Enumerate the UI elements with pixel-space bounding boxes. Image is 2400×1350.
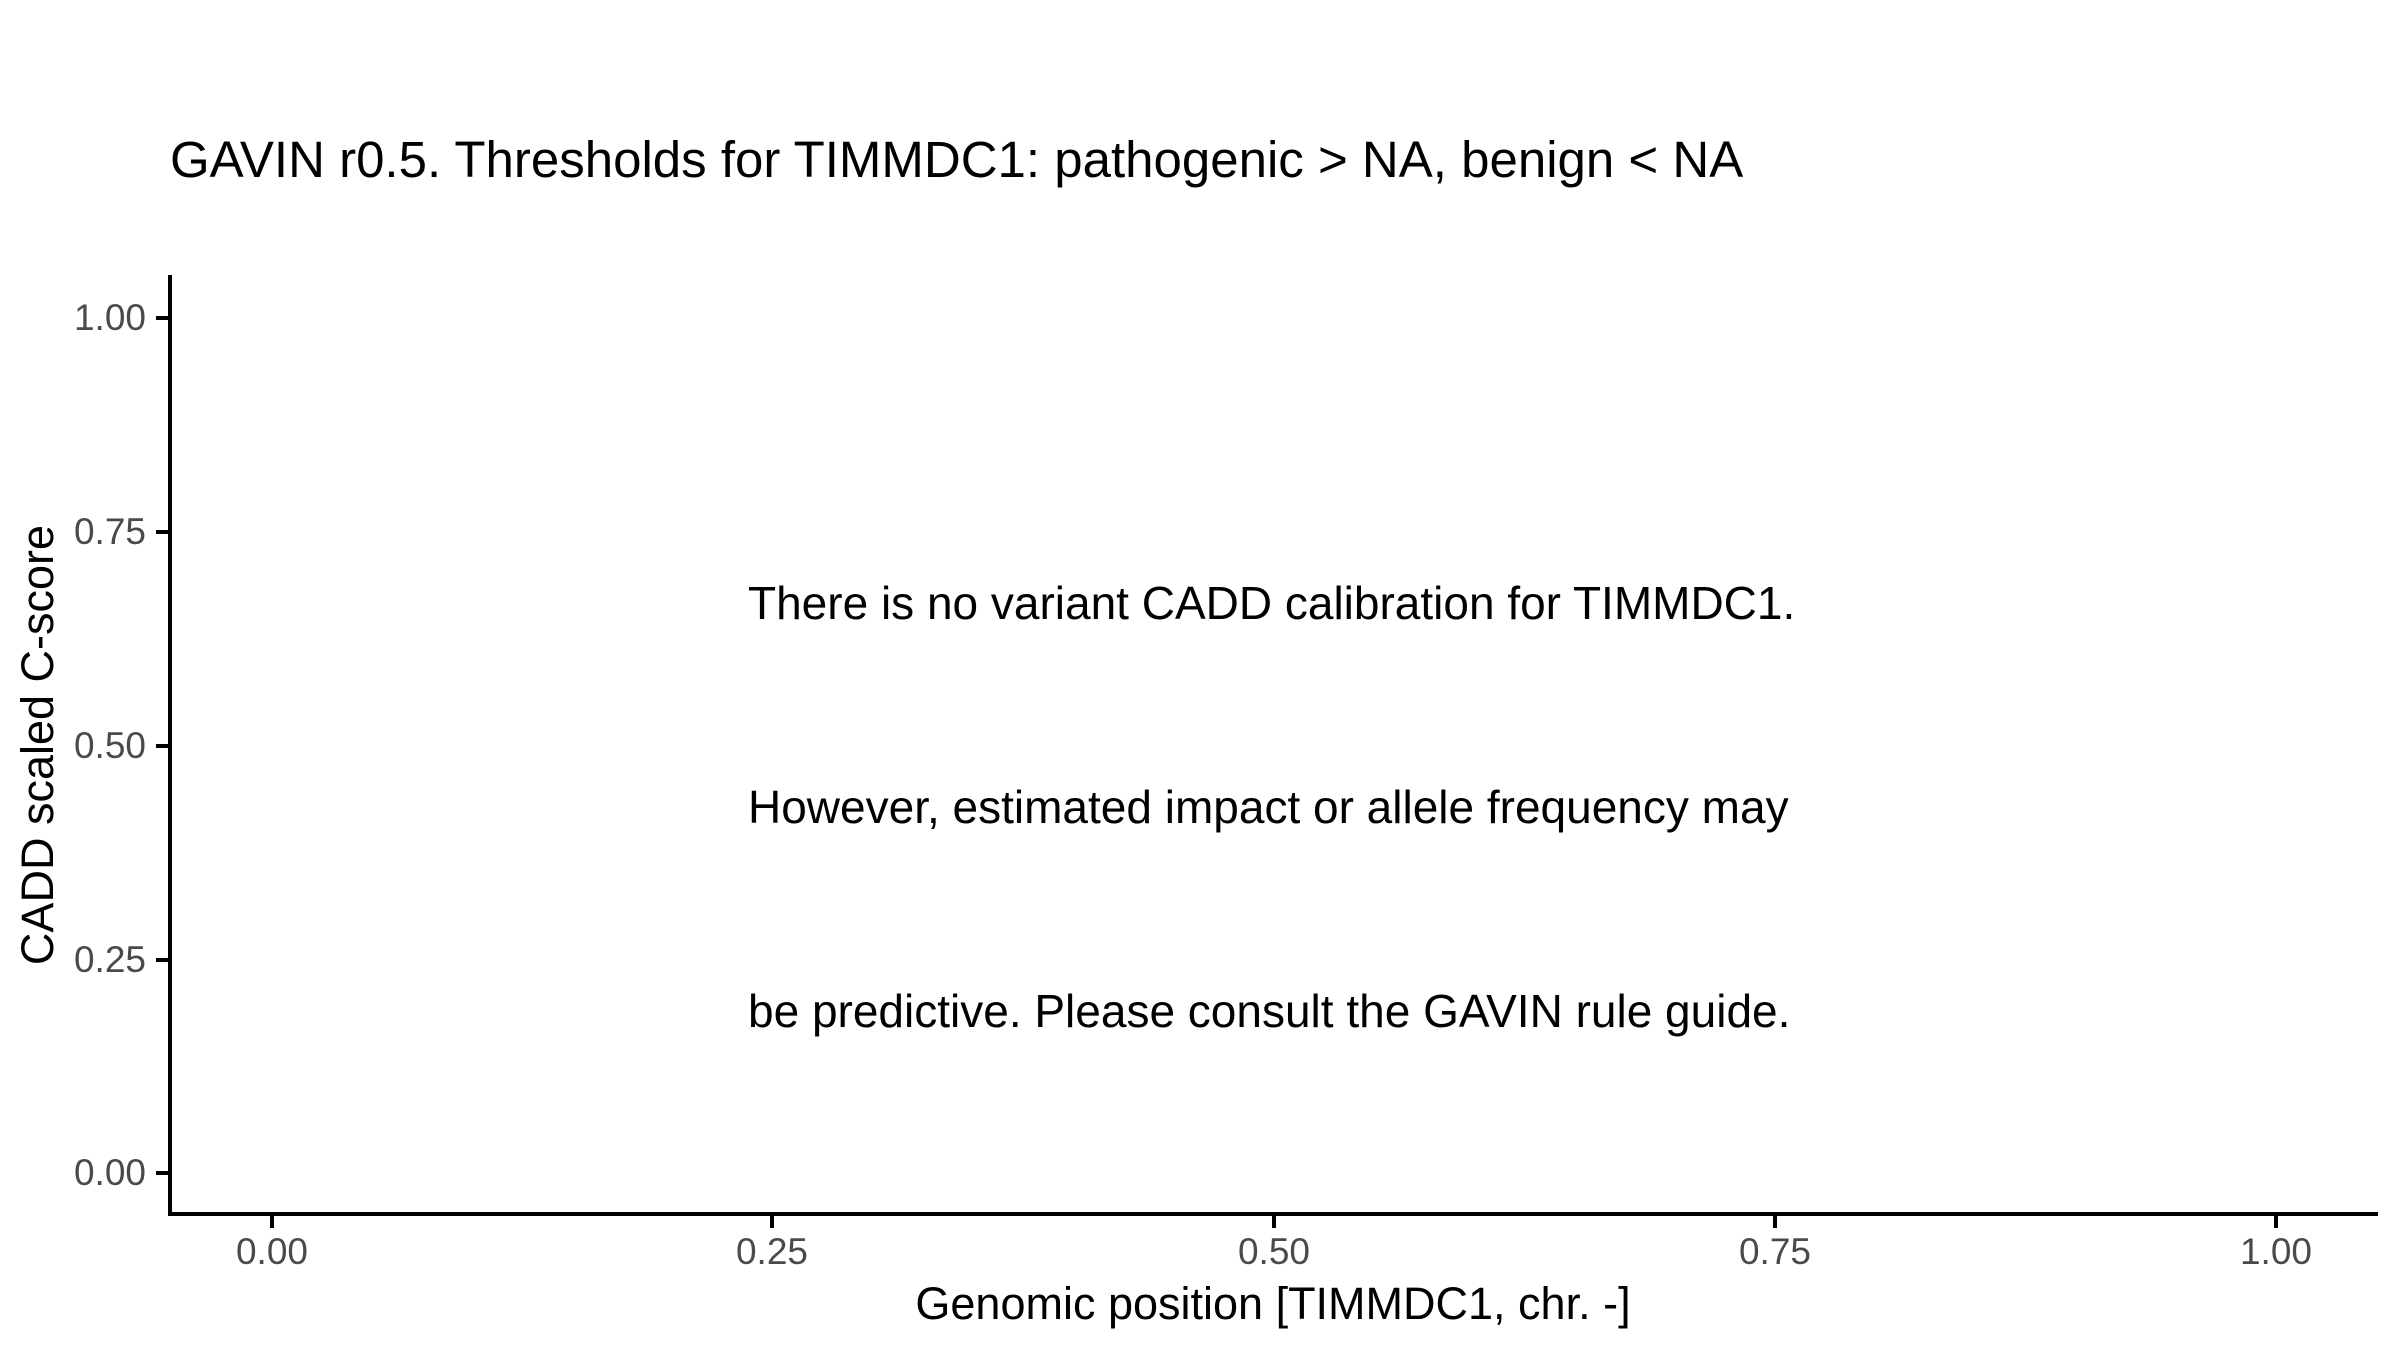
x-tick-label-0.75: 0.75 [1738,1231,1811,1272]
y-tick-label-1.00: 1.00 [73,297,146,338]
x-tick-label-0.50: 0.50 [1237,1231,1310,1272]
x-tick-mark-0.75 [1773,1216,1777,1228]
x-tick-mark-0.25 [770,1216,774,1228]
y-axis-title: CADD scaled C-score [12,524,63,966]
y-tick-mark-1.00 [156,316,168,320]
y-tick-label-0.50: 0.50 [73,725,146,766]
plot-title-line-1: GAVIN r0.5. Thresholds for TIMMDC1: pathogenic > NA, benign < NA [170,131,1744,188]
x-tick-label-1.00: 1.00 [2239,1231,2312,1272]
annotation-line-1: There is no variant CADD calibration for TIMMDC1. [748,577,1796,629]
y-tick-label-0.75: 0.75 [73,511,146,552]
y-tick-mark-0.75 [156,530,168,534]
y-tick-mark-0.50 [156,744,168,748]
x-tick-label-0.00: 0.00 [235,1231,308,1272]
annotation-line-3: be predictive. Please consult the GAVIN rule guide. [748,985,1791,1037]
no-calibration-annotation [748,433,1795,1181]
annotation-line-2: However, estimated impact or allele frequency may [748,781,1789,833]
y-tick-mark-0.25 [156,958,168,962]
x-tick-label-0.25: 0.25 [735,1231,808,1272]
x-tick-mark-0.00 [270,1216,274,1228]
x-tick-mark-1.00 [2274,1216,2278,1228]
x-tick-mark-0.50 [1272,1216,1276,1228]
y-tick-mark-0.00 [156,1171,168,1175]
x-axis-title: Genomic position [TIMMDC1, chr. -] [915,1278,1631,1329]
y-tick-label-0.25: 0.25 [73,939,146,980]
y-tick-label-0.00: 0.00 [73,1152,146,1193]
